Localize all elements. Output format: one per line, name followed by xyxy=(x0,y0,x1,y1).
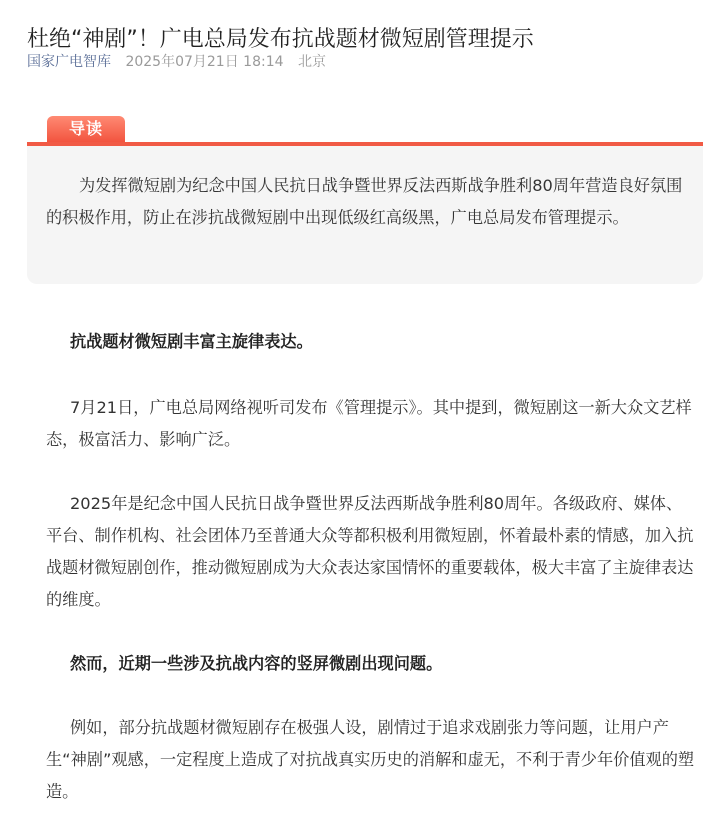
article-subheading: 抗战题材微短剧丰富主旋律表达。 xyxy=(70,332,313,351)
article-subheading: 然而，近期一些涉及抗战内容的竖屏微剧出现问题。 xyxy=(70,654,443,673)
source-account-link[interactable]: 国家广电智库 xyxy=(27,54,111,70)
article-paragraph: 例如，部分抗战题材微短剧存在极强人设，剧情过于追求戏剧张力等问题，让用户产生“神剧”观感，一定程度上造成了对抗战真实历史的消解和虚无，不利于青少年价值观的塑造。 xyxy=(46,718,695,801)
guide-badge: 导读 xyxy=(47,116,125,142)
guide-text: 为发挥微短剧为纪念中国人民抗日战争暨世界反法西斯战争胜利80周年营造良好氛围的积极作用，防止在涉抗战微短剧中出现低级红高级黑，广电总局发布管理提示。 xyxy=(46,176,683,227)
article-paragraph: 7月21日，广电总局网络视听司发布《管理提示》。其中提到，微短剧这一新大众文艺样态，极富活力、影响广泛。 xyxy=(46,398,692,449)
article-title: 杜绝“神剧”！广电总局发布抗战题材微短剧管理提示 xyxy=(27,26,534,52)
publish-location: 北京 xyxy=(297,54,326,70)
article-paragraph: 2025年是纪念中国人民抗日战争暨世界反法西斯战争胜利80周年。各级政府、媒体、平台、制作机构、社会团体乃至普通大众等都积极利用微短剧，怀着最朴素的情感，加入抗战题材微短剧创作，推动微短剧成为大众表达家国情怀的重要载体，极大丰富了主旋律表达的维度。 xyxy=(46,494,694,609)
article-meta xyxy=(27,52,326,72)
publish-datetime: 2025年07月21日 18:14 xyxy=(125,54,284,70)
